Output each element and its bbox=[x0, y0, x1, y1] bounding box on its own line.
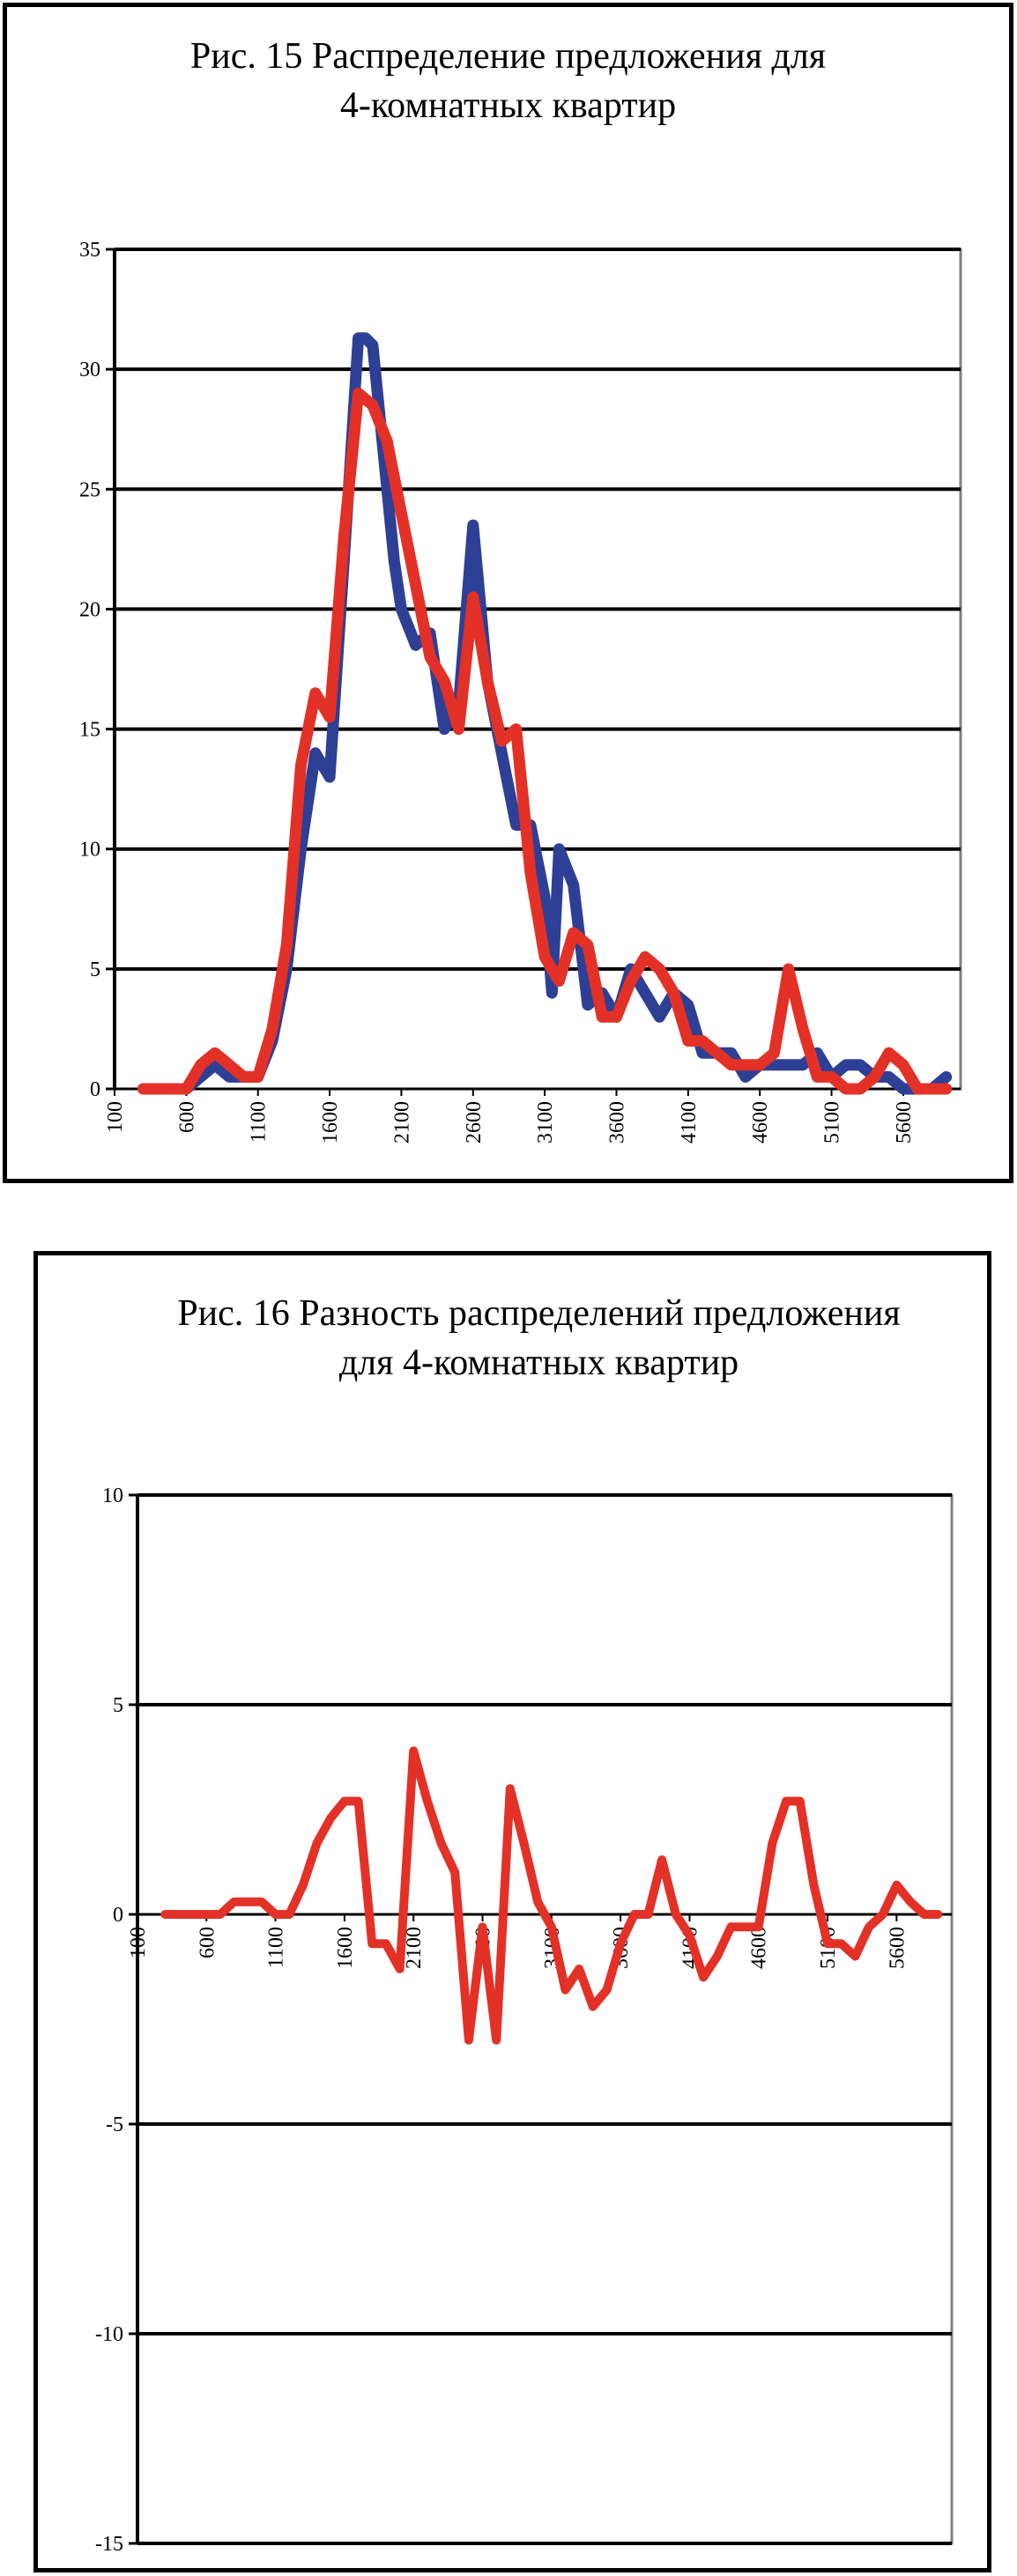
x-tick-label: 5600 bbox=[892, 1101, 916, 1144]
chart-title-line-2: 4-комнатных квартир bbox=[339, 85, 677, 126]
y-tick-label: 20 bbox=[79, 598, 100, 622]
x-tick-label: 1600 bbox=[319, 1101, 343, 1144]
y-tick-label: 15 bbox=[79, 718, 100, 742]
y-tick-label: 35 bbox=[79, 239, 100, 262]
x-tick-label: 4600 bbox=[749, 1101, 773, 1144]
chart-panel-16 bbox=[33, 1251, 991, 2572]
chart-16-plot bbox=[38, 1255, 987, 2568]
x-tick-label: 4100 bbox=[677, 1101, 701, 1144]
y-tick-label: -15 bbox=[95, 2533, 123, 2556]
x-tick-label: 4600 bbox=[747, 1927, 771, 1969]
x-tick-label: 2600 bbox=[471, 1927, 495, 1969]
x-tick-label: 1100 bbox=[247, 1101, 271, 1144]
x-tick-label: 100 bbox=[127, 1927, 150, 1958]
y-tick-label: 5 bbox=[113, 1694, 123, 1717]
y-tick-label: 10 bbox=[79, 838, 100, 862]
y-tick-label: -10 bbox=[95, 2323, 123, 2346]
plot-area-border bbox=[137, 1495, 952, 2543]
y-tick-label: 25 bbox=[79, 478, 100, 502]
series-1-line bbox=[165, 1751, 938, 2039]
chart-panel-15 bbox=[3, 3, 1013, 1183]
x-tick-label: 1600 bbox=[333, 1927, 357, 1969]
x-tick-label: 2100 bbox=[390, 1101, 414, 1144]
chart-title-line-1: Рис. 15 Распределение предложения для bbox=[189, 36, 827, 77]
x-tick-label: 3600 bbox=[605, 1101, 629, 1144]
y-tick-label: -5 bbox=[106, 2113, 123, 2136]
chart-15-plot bbox=[7, 7, 1009, 1179]
x-tick-label: 5100 bbox=[817, 1927, 841, 1969]
x-tick-label: 600 bbox=[175, 1101, 199, 1133]
x-tick-label: 3600 bbox=[610, 1927, 634, 1969]
x-tick-label: 5100 bbox=[820, 1101, 844, 1144]
chart-title-line-1: Рис. 16 Разность распределений предложения bbox=[177, 1293, 901, 1334]
series-1-line bbox=[144, 338, 946, 1089]
y-tick-label: 5 bbox=[90, 958, 100, 981]
x-tick-label: 2600 bbox=[462, 1101, 486, 1144]
y-tick-label: 0 bbox=[113, 1904, 123, 1927]
plot-area-border bbox=[115, 249, 961, 1089]
y-tick-label: 30 bbox=[79, 359, 100, 382]
series-2-line bbox=[144, 393, 946, 1089]
y-tick-label: 10 bbox=[102, 1484, 123, 1507]
x-tick-label: 4100 bbox=[679, 1927, 702, 1969]
x-tick-label: 2100 bbox=[403, 1927, 427, 1969]
x-tick-label: 3100 bbox=[534, 1101, 558, 1144]
x-tick-label: 5600 bbox=[886, 1927, 909, 1969]
y-tick-label: 0 bbox=[90, 1078, 100, 1101]
x-tick-label: 100 bbox=[104, 1101, 127, 1133]
x-tick-label: 3100 bbox=[540, 1927, 564, 1969]
x-tick-label: 1100 bbox=[264, 1927, 288, 1969]
chart-title-line-2: для 4-комнатных квартир bbox=[338, 1343, 739, 1383]
x-tick-label: 600 bbox=[196, 1927, 219, 1958]
